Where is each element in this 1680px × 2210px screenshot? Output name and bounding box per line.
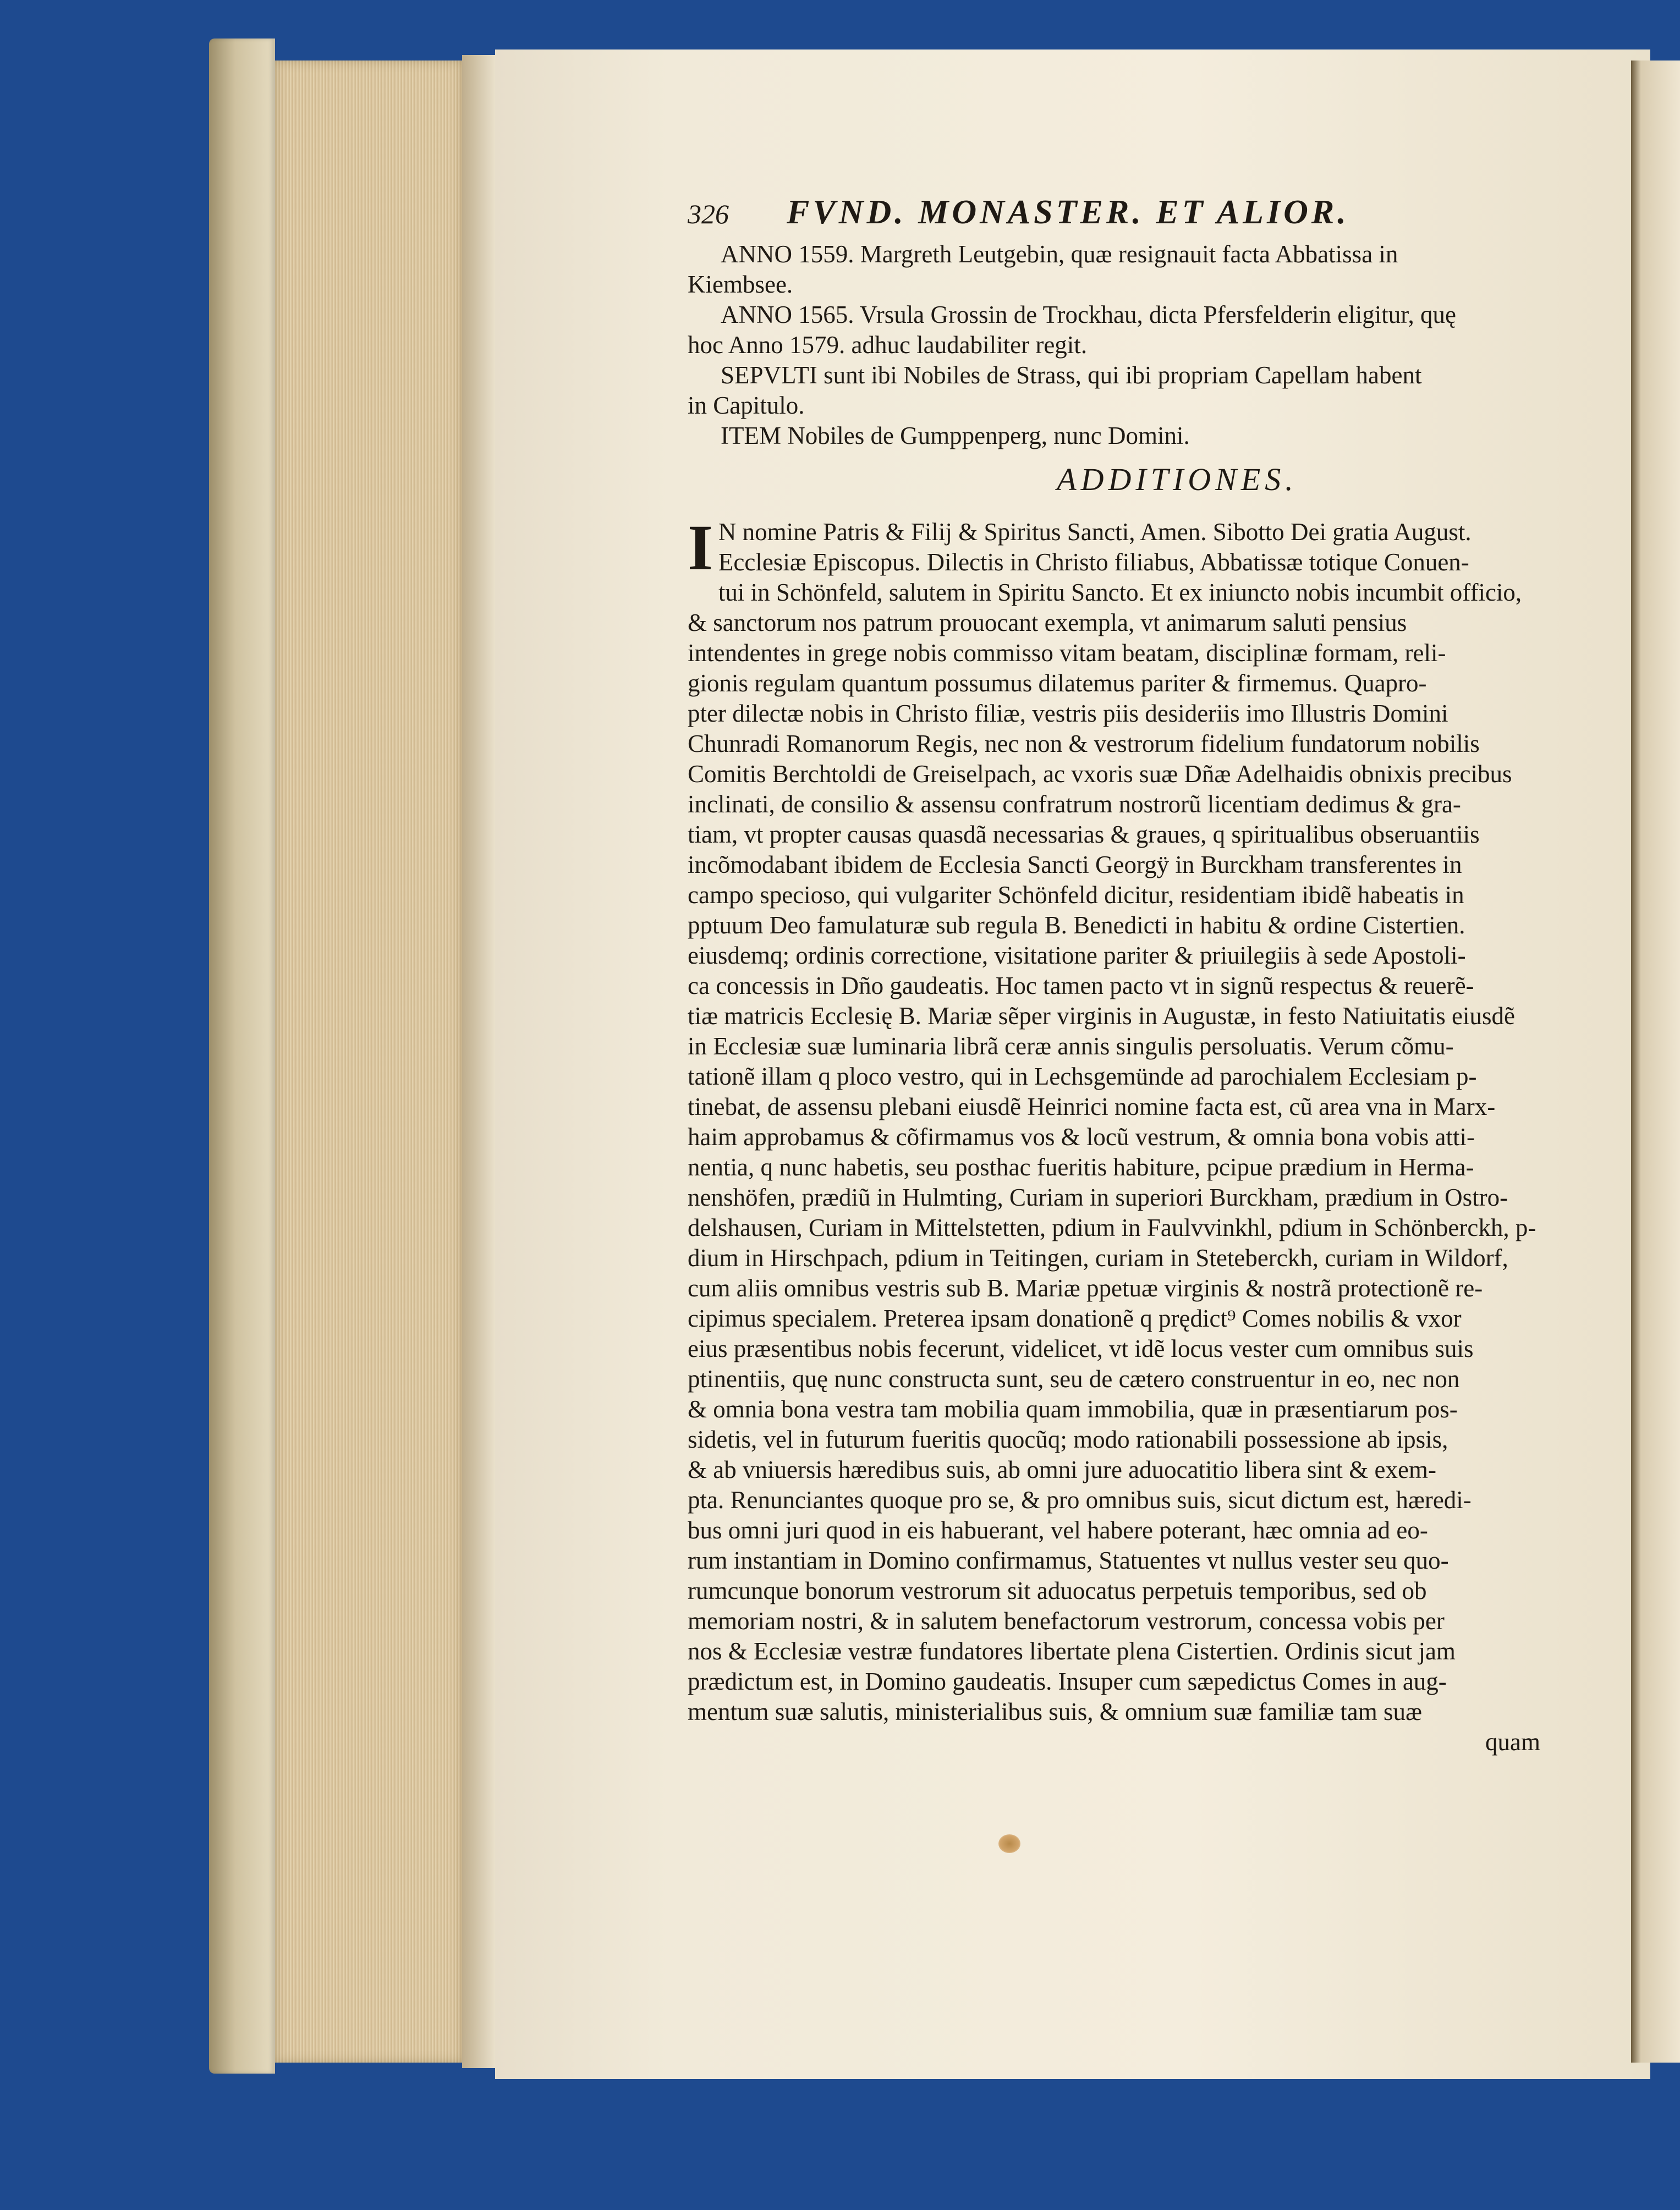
- text-line: cum aliis omnibus vestris sub B. Mariæ ppetuæ virginis & nostrã protectionẽ re-: [688, 1274, 1483, 1302]
- text-line: pptuum Deo famulaturæ sub regula B. Benedicti in habitu & ordine Cistertien.: [688, 911, 1465, 939]
- drop-initial: I: [688, 512, 713, 584]
- text-line: cipimus specialem. Preterea ipsam donationẽ q prędict⁹ Comes nobilis & vxor: [688, 1305, 1462, 1332]
- text-line: in Ecclesiæ suæ luminaria librã ceræ annis singulis persoluatis. Verum cõmu-: [688, 1032, 1454, 1060]
- book-cover-edge: [209, 39, 275, 2074]
- text-line: incõmodabant ibidem de Ecclesia Sancti Georgÿ in Burckham transferentes in: [688, 851, 1462, 878]
- catchword: quam: [1485, 1728, 1540, 1756]
- text-line: & omnia bona vestra tam mobilia quam immobilia, quæ in præsentiarum pos-: [688, 1395, 1458, 1423]
- running-title: FVND. MONASTER. ET ALIOR.: [787, 194, 1349, 231]
- page-block-edges: [275, 61, 462, 2063]
- text-line: nentia, q nunc habetis, seu posthac fueritis habiture, pcipue prædium in Herma-: [688, 1153, 1474, 1181]
- text-line: eiusdemq; ordinis correctione, visitatione pariter & priuilegiis à sede Apostoli-: [688, 942, 1466, 969]
- text-line: rum instantiam in Domino confirmamus, Statuentes vt nullus vester seu quo-: [688, 1547, 1449, 1574]
- text-line: campo specioso, qui vulgariter Schönfeld dicitur, residentiam ibidẽ habeatis in: [688, 881, 1464, 909]
- page-header: [688, 194, 1579, 236]
- facing-page-edge: [1631, 61, 1680, 2063]
- text-line: & sanctorum nos patrum prouocant exempla, vt animarum saluti pensius: [688, 609, 1407, 636]
- text-line: Ecclesiæ Episcopus. Dilectis in Christo filiabus, Abbatissæ totique Conuen-: [718, 548, 1469, 576]
- section-heading: ADDITIONES.: [1057, 461, 1298, 497]
- text-line: in Capitulo.: [688, 392, 805, 419]
- text-line: Comitis Berchtoldi de Greiselpach, ac vxoris suæ Dñæ Adelhaidis obnixis precibus: [688, 760, 1512, 788]
- text-line: rumcunque bonorum vestrorum sit aduocatus perpetuis temporibus, sed ob: [688, 1577, 1427, 1604]
- text-line: tui in Schönfeld, salutem in Spiritu Sancto. Et ex iniuncto nobis incumbit officio,: [718, 579, 1522, 606]
- text-line: nos & Ecclesiæ vestræ fundatores libertate plena Cistertien. Ordinis sicut jam: [688, 1637, 1456, 1665]
- text-line: tiam, vt propter causas quasdã necessarias & graues, q spiritualibus obseruantiis: [688, 821, 1480, 848]
- text-line: gionis regulam quantum possumus dilatemus pariter & firmemus. Quapro-: [688, 669, 1427, 697]
- text-line: mentum suæ salutis, ministerialibus suis, & omnium suæ familiæ tam suæ: [688, 1698, 1423, 1725]
- text-line: bus omni juri quod in eis habuerant, vel habere poterant, hæc omnia ad eo-: [688, 1516, 1428, 1544]
- text-line: ptinentiis, quę nunc constructa sunt, seu de cætero construentur in eo, nec non: [688, 1365, 1460, 1393]
- paper-stain: [998, 1834, 1020, 1853]
- text-line: Chunradi Romanorum Regis, nec non & vestrorum fidelium fundatorum nobilis: [688, 730, 1480, 757]
- text-line: tiæ matricis Ecclesię B. Mariæ sẽper virginis in Augustæ, in festo Natiuitatis eiusdẽ: [688, 1002, 1515, 1030]
- text-line: & ab vniuersis hæredibus suis, ab omni jure aduocatitio libera sint & exem-: [688, 1456, 1436, 1483]
- text-line: pta. Renunciantes quoque pro se, & pro omnibus suis, sicut dictum est, hæredi-: [688, 1486, 1472, 1514]
- text-line: delshausen, Curiam in Mittelstetten, pdium in Faulvvinkhl, pdium in Schönberckh, p-: [688, 1214, 1536, 1241]
- text-line: Kiembsee.: [688, 271, 793, 298]
- text-line: dium in Hirschpach, pdium in Teitingen, curiam in Steteberckh, curiam in Wildorf,: [688, 1244, 1508, 1272]
- text-line: memoriam nostri, & in salutem benefactorum vestrorum, concessa vobis per: [688, 1607, 1445, 1635]
- gutter: [462, 55, 495, 2068]
- text-line: pter dilectæ nobis in Christo filiæ, vestris piis desideriis imo Illustris Domini: [688, 700, 1448, 727]
- text-line: hoc Anno 1579. adhuc laudabiliter regit.: [688, 331, 1088, 359]
- text-line: tinebat, de assensu plebani eiusdẽ Heinrici nomine facta est, cũ area vna in Marx-: [688, 1093, 1496, 1120]
- text-line: inclinati, de consilio & assensu confratrum nostrorũ licentiam dedimus & gra-: [688, 790, 1461, 818]
- text-line: haim approbamus & cõfirmamus vos & locũ vestrum, & omnia bona vobis atti-: [688, 1123, 1475, 1151]
- text-line: ITEM Nobiles de Gumppenperg, nunc Domini.: [721, 422, 1190, 449]
- text-line: SEPVLTI sunt ibi Nobiles de Strass, qui ibi propriam Capellam habent: [721, 361, 1422, 389]
- text-line: eius præsentibus nobis fecerunt, videlicet, vt idẽ locus vester cum omnibus suis: [688, 1335, 1474, 1362]
- page-number: 326: [688, 199, 729, 229]
- intro-section: [688, 239, 1579, 451]
- text-line: ANNO 1559. Margreth Leutgebin, quæ resignauit facta Abbatissa in: [721, 240, 1398, 268]
- text-line: ANNO 1565. Vrsula Grossin de Trockhau, dicta Pfersfelderin eligitur, quę: [721, 301, 1456, 328]
- text-line: prædictum est, in Domino gaudeatis. Insuper cum sæpedictus Comes in aug-: [688, 1668, 1447, 1695]
- text-line: nenshöfen, prædiũ in Hulmting, Curiam in superiori Burckham, prædium in Ostro-: [688, 1184, 1508, 1211]
- text-line: intendentes in grege nobis commisso vitam beatam, disciplinæ formam, reli-: [688, 639, 1446, 667]
- page-text: [688, 194, 1579, 1757]
- text-line: sidetis, vel in futurum fueritis quocũq; modo rationabili possessione ab ipsis,: [688, 1426, 1448, 1453]
- text-line: tationẽ illam q ploco vestro, qui in Lechsgemünde ad parochialem Ecclesiam p-: [688, 1063, 1477, 1090]
- charter-text: [688, 512, 1579, 1727]
- text-line: ca concessis in Dño gaudeatis. Hoc tamen pacto vt in signũ respectus & reuerẽ-: [688, 972, 1474, 999]
- text-line: N nomine Patris & Filij & Spiritus Sancti, Amen. Sibotto Dei gratia August.: [718, 518, 1472, 546]
